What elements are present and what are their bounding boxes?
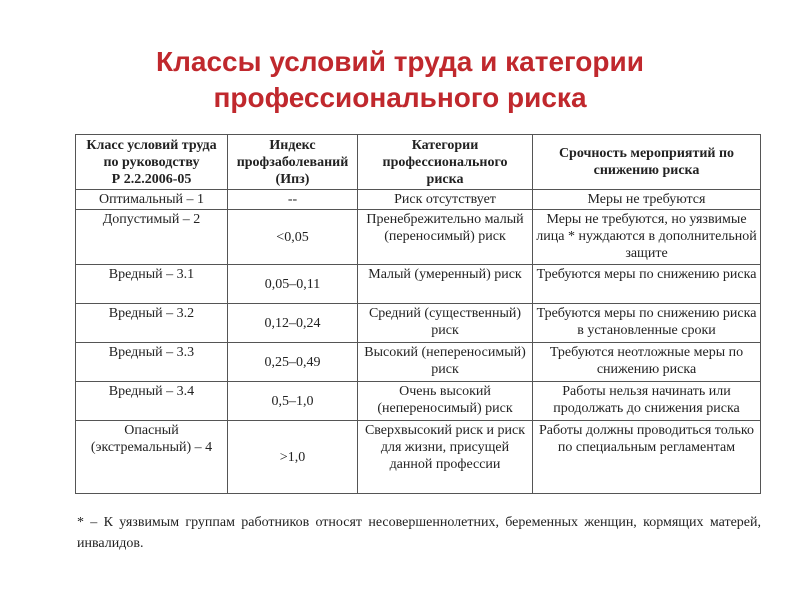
cell-work-class: Опасный (экстремальный) – 4 [76, 421, 228, 494]
header-risk-category [358, 135, 533, 190]
cell-work-class: Вредный – 3.3 [76, 343, 228, 382]
header-work-class [76, 135, 228, 190]
cell-risk-category: Сверхвысокий риск и риск для жизни, присущей данной профессии [358, 421, 533, 494]
cell-measures-urgency: Требуются неотложные меры по снижению риска [533, 343, 761, 382]
cell-measures-urgency: Требуются меры по снижению риска в установленные сроки [533, 304, 761, 343]
cell-disease-index: -- [228, 190, 358, 210]
cell-disease-index: 0,5–1,0 [228, 382, 358, 421]
risk-classes-table [75, 134, 761, 494]
cell-work-class: Допустимый – 2 [76, 210, 228, 265]
footnote: * – К уязвимым группам работников относят несовершеннолетних, беременных женщин, кормящих матерей, инвалидов. [77, 515, 761, 551]
cell-disease-index: 0,05–0,11 [228, 265, 358, 304]
cell-work-class: Вредный – 3.1 [76, 265, 228, 304]
header-work-class-line-3: Р 2.2.2006-05 [111, 171, 192, 187]
header-disease-index-line-2: профзаболеваний [236, 154, 349, 170]
cell-disease-index: <0,05 [228, 210, 358, 265]
table-row [76, 421, 761, 494]
cell-disease-index: 0,12–0,24 [228, 304, 358, 343]
page-title [0, 44, 800, 116]
header-risk-category-line-2: профессионального [382, 154, 508, 170]
header-disease-index-line-3: (Ипз) [275, 171, 310, 187]
cell-risk-category: Риск отсутствует [358, 190, 533, 210]
table-row [76, 265, 761, 304]
table-row [76, 343, 761, 382]
header-disease-index-line-1: Индекс [269, 137, 316, 153]
header-work-class-line-2: по руководству [103, 154, 200, 170]
cell-measures-urgency: Меры не требуются [533, 190, 761, 210]
cell-risk-category: Пренебрежительно малый (переносимый) риск [358, 210, 533, 265]
header-measures-urgency-line-2: снижению риска [593, 163, 700, 178]
table-row [76, 304, 761, 343]
table-row [76, 190, 761, 210]
header-risk-category-line-3: риска [426, 171, 464, 187]
cell-work-class: Оптимальный – 1 [76, 190, 228, 210]
cell-disease-index: >1,0 [228, 421, 358, 494]
cell-disease-index: 0,25–0,49 [228, 343, 358, 382]
cell-measures-urgency: Меры не требуются, но уязвимые лица * нуждаются в дополнительной защите [533, 210, 761, 265]
cell-measures-urgency: Работы должны проводиться только по специальным регламентам [533, 421, 761, 494]
header-risk-category-line-1: Категории [411, 137, 479, 153]
cell-work-class: Вредный – 3.2 [76, 304, 228, 343]
cell-measures-urgency: Требуются меры по снижению риска [533, 265, 761, 304]
cell-risk-category: Средний (существенный) риск [358, 304, 533, 343]
cell-risk-category: Малый (умеренный) риск [358, 265, 533, 304]
cell-measures-urgency: Работы нельзя начинать или продолжать до снижения риска [533, 382, 761, 421]
header-measures-urgency [533, 135, 761, 190]
header-work-class-line-1: Класс условий труда [86, 137, 217, 153]
cell-risk-category: Очень высокий (непереносимый) риск [358, 382, 533, 421]
header-disease-index [228, 135, 358, 190]
title-line-1: Классы условий труда и категории [156, 46, 644, 77]
table-row [76, 382, 761, 421]
cell-work-class: Вредный – 3.4 [76, 382, 228, 421]
cell-risk-category: Высокий (непереносимый) риск [358, 343, 533, 382]
header-measures-urgency-line-1: Срочность мероприятий по [558, 146, 735, 161]
table-row [76, 210, 761, 265]
title-line-2: профессионального риска [213, 82, 587, 113]
table-header-row [76, 135, 761, 190]
